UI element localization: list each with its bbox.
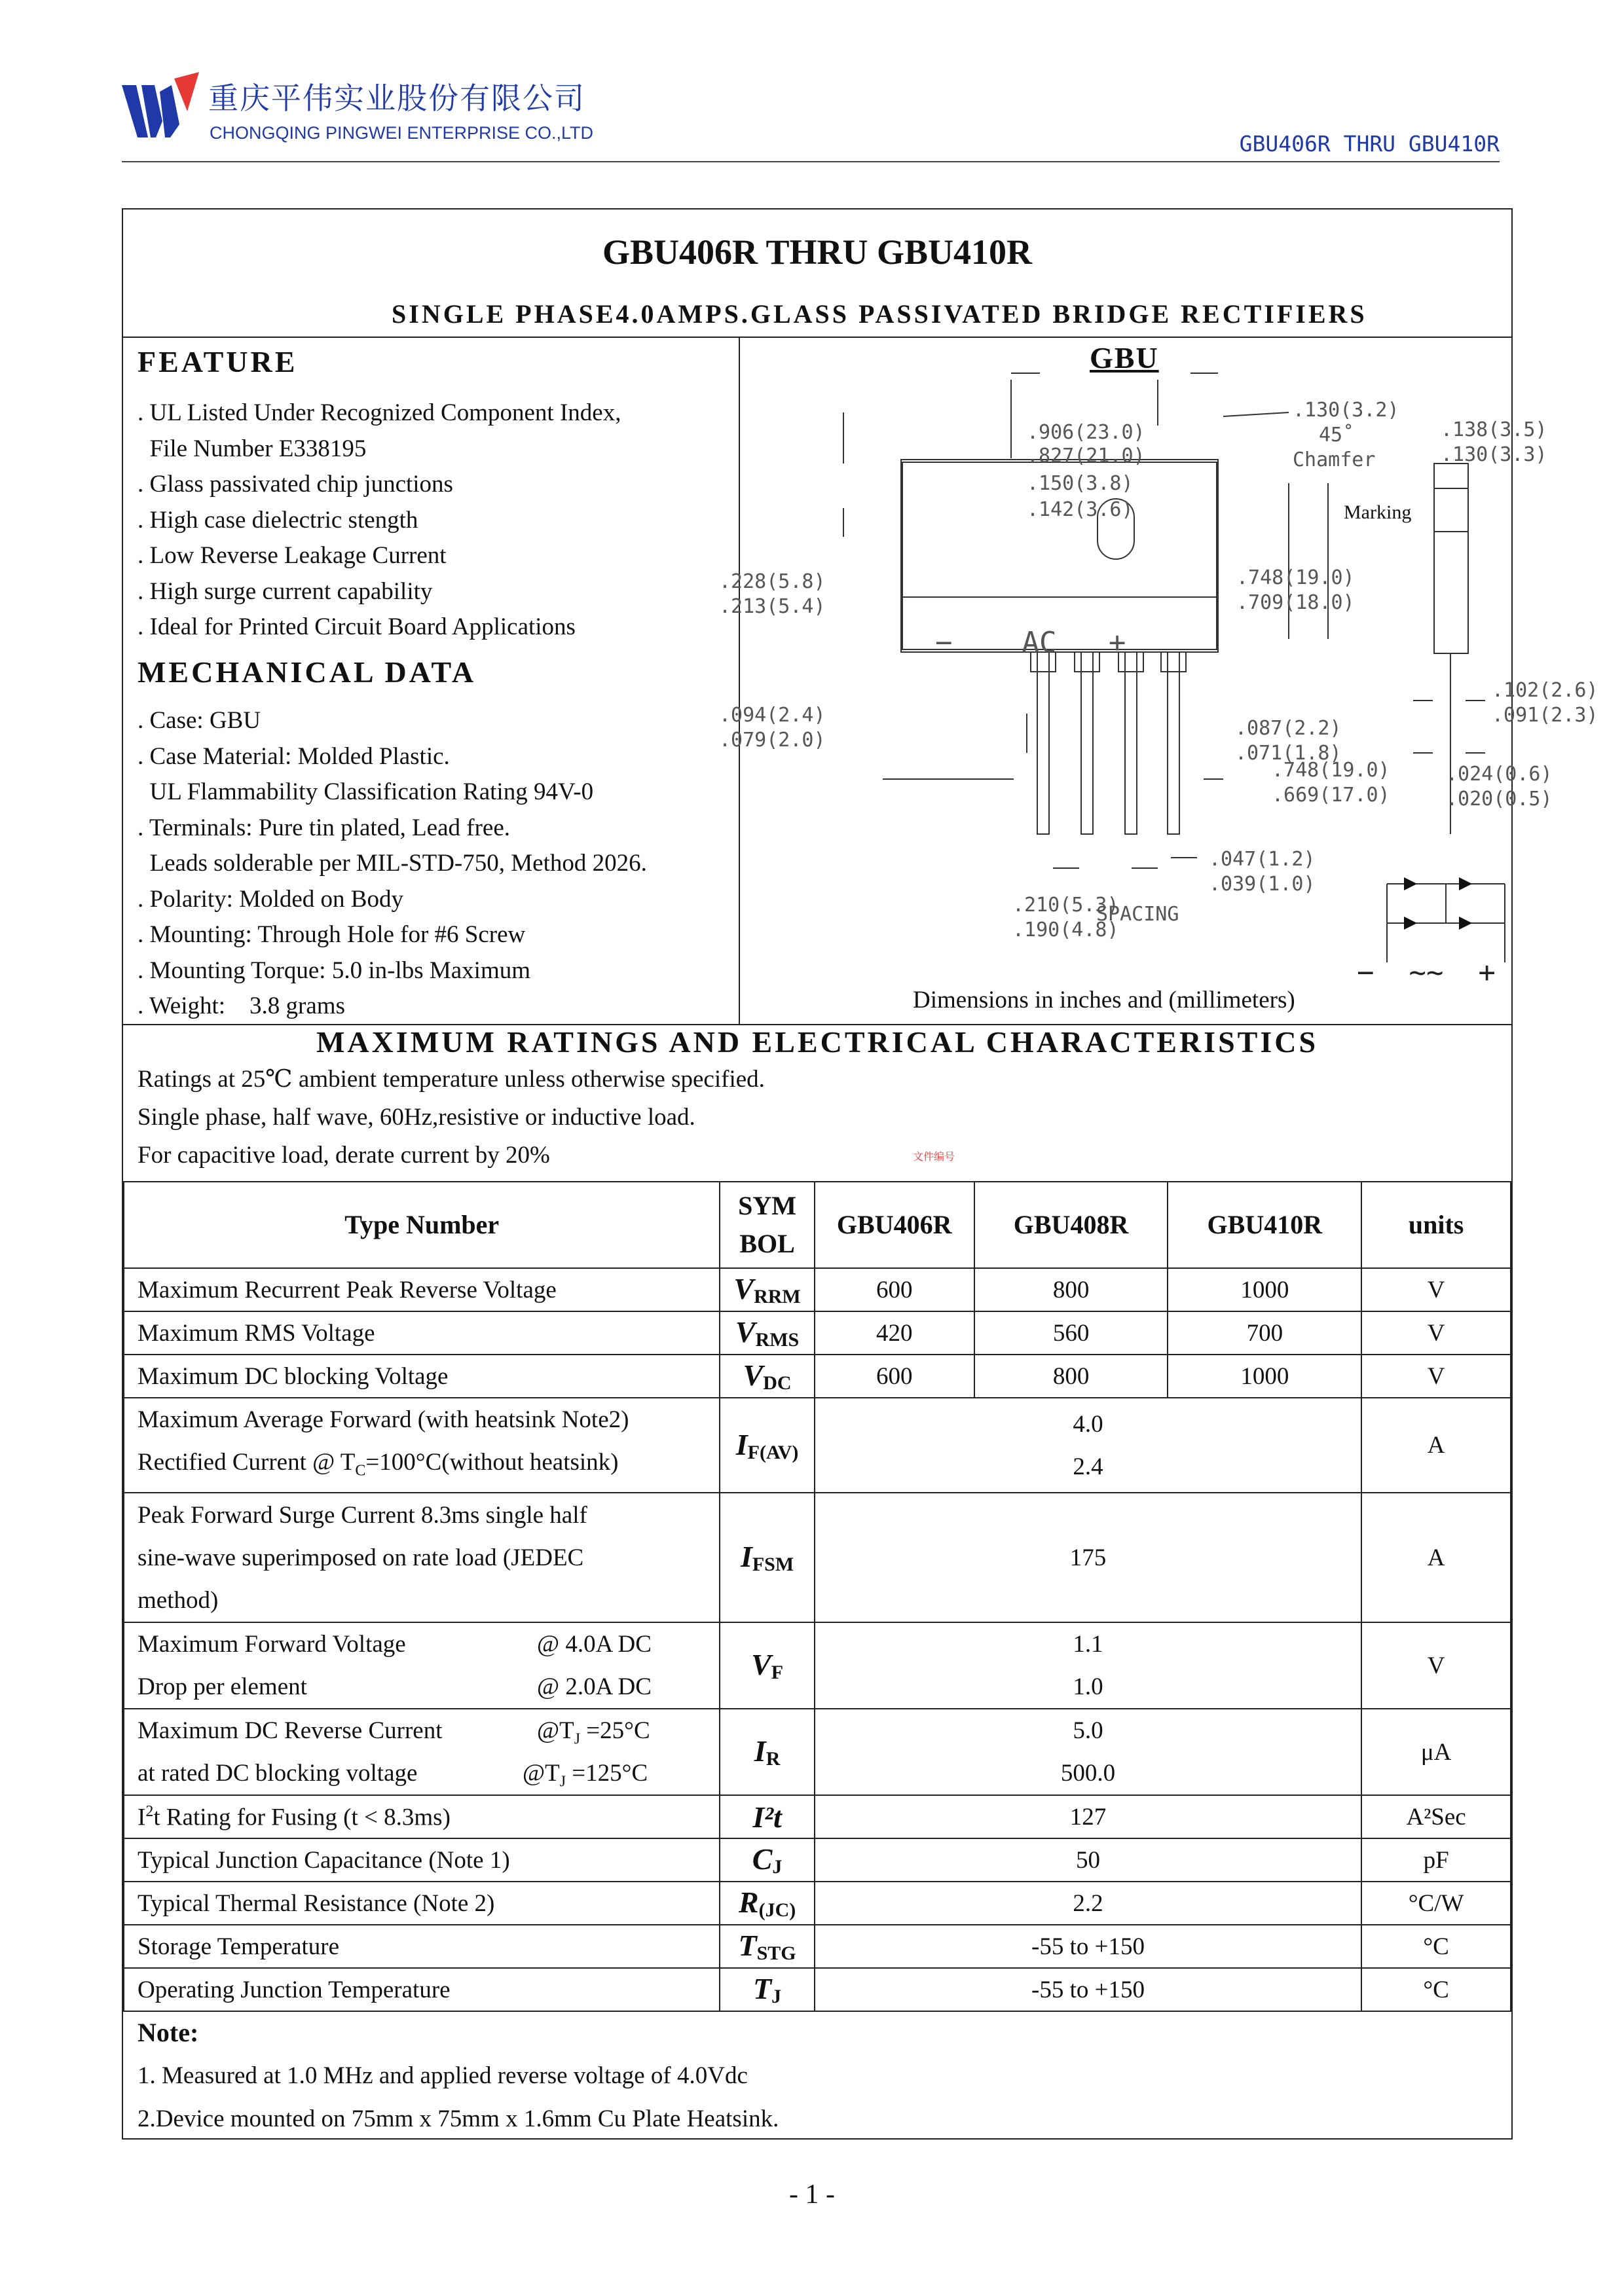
value-cell: 175 (815, 1493, 1361, 1622)
value-cell: 127 (815, 1795, 1361, 1838)
value-cell: 1000 (1168, 1268, 1361, 1311)
symbol-cell: $R_{(JC)}$ (720, 1882, 814, 1925)
param-cell: Peak Forward Surge Current 8.3ms single half sine-wave superimposed on rate load (JEDEC method) (124, 1493, 720, 1622)
list-item: Leads solderable per MIL-STD-750, Method 2026. (138, 850, 647, 877)
page-subtitle: SINGLE PHASE4.0AMPS.GLASS PASSIVATED BRIDGE RECTIFIERS (392, 299, 1367, 329)
value-cell: 50 (815, 1838, 1361, 1882)
datasheet-frame (122, 208, 1598, 2140)
header-gbu410r: GBU410R (1168, 1182, 1361, 1268)
param-cell: Maximum DC blocking Voltage (124, 1355, 720, 1398)
page-number: - 1 - (789, 2179, 835, 2210)
value-cell: 5.0 500.0 (815, 1709, 1361, 1795)
list-item: . Ideal for Printed Circuit Board Applications (138, 613, 576, 640)
param-cell: Maximum Forward Voltage @ 4.0A DC Drop per element @ 2.0A DC (124, 1622, 720, 1709)
divider (123, 337, 1511, 338)
value-cell: 600 (815, 1355, 974, 1398)
note-2: 2.Device mounted on 75mm x 75mm x 1.6mm Cu Plate Heatsink. (138, 2105, 779, 2132)
list-item: . Case: GBU (138, 707, 261, 734)
list-item: UL Flammability Classification Rating 94V-0 (138, 778, 594, 805)
value-cell: -55 to +150 (815, 1968, 1361, 2011)
dim-d10b: .669(17.0) (1272, 784, 1390, 807)
value-cell: 4.0 2.4 (815, 1398, 1361, 1493)
symbol-cell: $T_J$ (720, 1968, 814, 2011)
table-header-row (124, 1182, 1511, 1268)
doc-stamp: 文件编号 (913, 1150, 955, 1163)
header-symbol: SYM BOL (720, 1182, 814, 1268)
value-cell: 800 (974, 1355, 1168, 1398)
unit-cell: μA (1361, 1709, 1511, 1795)
unit-cell: V (1361, 1268, 1511, 1311)
symbol-cell: $V_{RRM}$ (720, 1268, 814, 1311)
list-item: . Low Reverse Leakage Current (138, 542, 447, 569)
dim-d10a: .748(19.0) (1272, 759, 1390, 782)
list-item: . Mounting: Through Hole for #6 Screw (138, 921, 526, 948)
table-row (124, 1268, 1511, 1311)
dim-d4a: .138(3.5) (1441, 418, 1547, 441)
mechanical-heading: MECHANICAL DATA (138, 655, 477, 689)
value-cell: 420 (815, 1311, 974, 1355)
symbol-cell: $I_{FSM}$ (720, 1493, 814, 1622)
header-part-range: GBU406R THRU GBU410R (1239, 131, 1500, 156)
dim-d1b: .827(21.0) (1027, 445, 1145, 467)
company-logo (122, 72, 200, 145)
value-cell: 800 (974, 1268, 1168, 1311)
unit-cell: A (1361, 1493, 1511, 1622)
header-type: Type Number (124, 1182, 720, 1268)
value-cell: 1.1 1.0 (815, 1622, 1361, 1709)
note-1: 1. Measured at 1.0 MHz and applied reverse voltage of 4.0Vdc (138, 2062, 748, 2089)
table-row (124, 1493, 1511, 1622)
list-item: . High case dielectric stength (138, 506, 418, 534)
list-item: File Number E338195 (138, 435, 367, 462)
dim-d7a: .094(2.4) (719, 704, 826, 727)
header-gbu408r: GBU408R (974, 1182, 1168, 1268)
unit-cell: A (1361, 1398, 1511, 1493)
dimensions-caption: Dimensions in inches and (millimeters) (913, 987, 1295, 1013)
dim-d11b: .020(0.5) (1446, 788, 1553, 811)
dim-d3a: .130(3.2) (1293, 399, 1399, 422)
dim-d6a: .748(19.0) (1236, 566, 1355, 589)
param-cell: Typical Thermal Resistance (Note 2) (124, 1882, 720, 1925)
dim-d13b: .190(4.8) (1012, 919, 1119, 941)
package-drawing (719, 386, 1598, 989)
table-row (124, 1968, 1511, 2011)
symbol-cell: $V_{DC}$ (720, 1355, 814, 1398)
param-cell: Maximum RMS Voltage (124, 1311, 720, 1355)
dim-d6b: .709(18.0) (1236, 591, 1355, 614)
param-cell: Operating Junction Temperature (124, 1968, 720, 2011)
value-cell: 1000 (1168, 1355, 1361, 1398)
dim-d1a: .906(23.0) (1027, 421, 1145, 444)
ratings-line: For capacitive load, derate current by 20% (138, 1142, 550, 1169)
dim-d2a: .150(3.8) (1027, 472, 1134, 495)
header-units: units (1361, 1182, 1511, 1268)
value-cell: 2.2 (815, 1882, 1361, 1925)
dim-d5b: .213(5.4) (719, 595, 826, 618)
dim-d5a: .228(5.8) (719, 570, 826, 593)
list-item: . Terminals: Pure tin plated, Lead free. (138, 814, 511, 841)
value-cell: 600 (815, 1268, 974, 1311)
table-row (124, 1622, 1511, 1709)
ratings-heading: MAXIMUM RATINGS AND ELECTRICAL CHARACTERISTICS (316, 1025, 1319, 1059)
marking-label: Marking (1344, 501, 1412, 523)
dim-d3c: Chamfer (1293, 448, 1376, 471)
pin-labels: − AC + (935, 626, 1126, 659)
dim-d7b: .079(2.0) (719, 729, 826, 752)
param-cell: Typical Junction Capacitance (Note 1) (124, 1838, 720, 1882)
dim-d13a: .210(5.3) (1012, 894, 1119, 917)
symbol-cell: $I_R$ (720, 1709, 814, 1795)
list-item: . Mounting Torque: 5.0 in-lbs Maximum (138, 957, 531, 984)
dim-d11a: .024(0.6) (1446, 763, 1553, 786)
table-row (124, 1882, 1511, 1925)
table-row (124, 1311, 1511, 1355)
header-divider (122, 161, 1500, 162)
feature-list (138, 395, 621, 646)
notes-title: Note: (138, 2018, 199, 2047)
page-title: GBU406R THRU GBU410R (602, 232, 1033, 272)
table-row (124, 1925, 1511, 1968)
mechanical-list (138, 703, 647, 1025)
symbol-cell: $V_F$ (720, 1622, 814, 1709)
symbol-cell: $V_{RMS}$ (720, 1311, 814, 1355)
dim-d3b: 45˚ (1319, 424, 1355, 446)
company-name-en: CHONGQING PINGWEI ENTERPRISE CO.,LTD (210, 123, 594, 143)
spec-table (123, 1181, 1511, 2012)
dim-d9b: .091(2.3) (1492, 704, 1598, 727)
param-cell: $I^2t$ Rating for Fusing (t < 8.3ms) (124, 1795, 720, 1838)
value-cell: -55 to +150 (815, 1925, 1361, 1968)
list-item: . UL Listed Under Recognized Component Index, (138, 399, 621, 426)
unit-cell: V (1361, 1311, 1511, 1355)
dim-d4b: .130(3.3) (1441, 443, 1547, 466)
dim-d12a: .047(1.2) (1209, 848, 1316, 871)
value-cell: 700 (1168, 1311, 1361, 1355)
value-cell: 560 (974, 1311, 1168, 1355)
unit-cell: A²Sec (1361, 1795, 1511, 1838)
feature-heading: FEATURE (138, 345, 298, 378)
unit-cell: pF (1361, 1838, 1511, 1882)
unit-cell: V (1361, 1622, 1511, 1709)
unit-cell: V (1361, 1355, 1511, 1398)
param-cell: Storage Temperature (124, 1925, 720, 1968)
list-item: . Case Material: Molded Plastic. (138, 742, 450, 770)
dim-d8b: .071(1.8) (1235, 742, 1342, 765)
unit-cell: °C (1361, 1925, 1511, 1968)
symbol-cell: $I_{F(AV)}$ (720, 1398, 814, 1493)
list-item: . High surge current capability (138, 577, 433, 605)
header-gbu406r: GBU406R (815, 1182, 974, 1268)
dim-d8a: .087(2.2) (1235, 717, 1342, 740)
spacing-label: SPACING (1096, 903, 1179, 926)
dim-d2b: .142(3.6) (1027, 498, 1134, 521)
symbol-cell: $C_J$ (720, 1838, 814, 1882)
package-name: GBU (1090, 341, 1159, 374)
param-cell: Maximum Average Forward (with heatsink Note2) Rectified Current @ $T_C=100^\circ C(without$ heatsink) (124, 1398, 720, 1493)
company-name-cn: 重庆平伟实业股份有限公司 (208, 81, 585, 116)
ratings-notes (138, 1061, 765, 1175)
schematic-label: − ~~ + (1357, 956, 1496, 989)
table-row (124, 1795, 1511, 1838)
symbol-cell: $T_{STG}$ (720, 1925, 814, 1968)
param-cell: Maximum DC Reverse Current $@T_J =25^\circ C$ at rated DC blocking voltage $@T_J =125^\circ C$ (124, 1709, 720, 1795)
param-cell: Maximum Recurrent Peak Reverse Voltage (124, 1268, 720, 1311)
dim-d12b: .039(1.0) (1209, 873, 1316, 896)
table-row (124, 1838, 1511, 1882)
list-item: . Glass passivated chip junctions (138, 471, 453, 498)
table-row (124, 1709, 1511, 1795)
list-item: . Weight: 3.8 grams (138, 993, 345, 1019)
ratings-line: Single phase, half wave, 60Hz,resistive or inductive load. (138, 1104, 695, 1131)
ratings-line: Ratings at 25℃ ambient temperature unless otherwise specified. (138, 1066, 765, 1093)
symbol-cell: I²t (720, 1795, 814, 1838)
dim-d9a: .102(2.6) (1492, 679, 1598, 702)
unit-cell: °C (1361, 1968, 1511, 2011)
table-row (124, 1355, 1511, 1398)
list-item: . Polarity: Molded on Body (138, 885, 403, 913)
notes (138, 2011, 779, 2141)
table-row (124, 1398, 1511, 1493)
unit-cell: °C/W (1361, 1882, 1511, 1925)
